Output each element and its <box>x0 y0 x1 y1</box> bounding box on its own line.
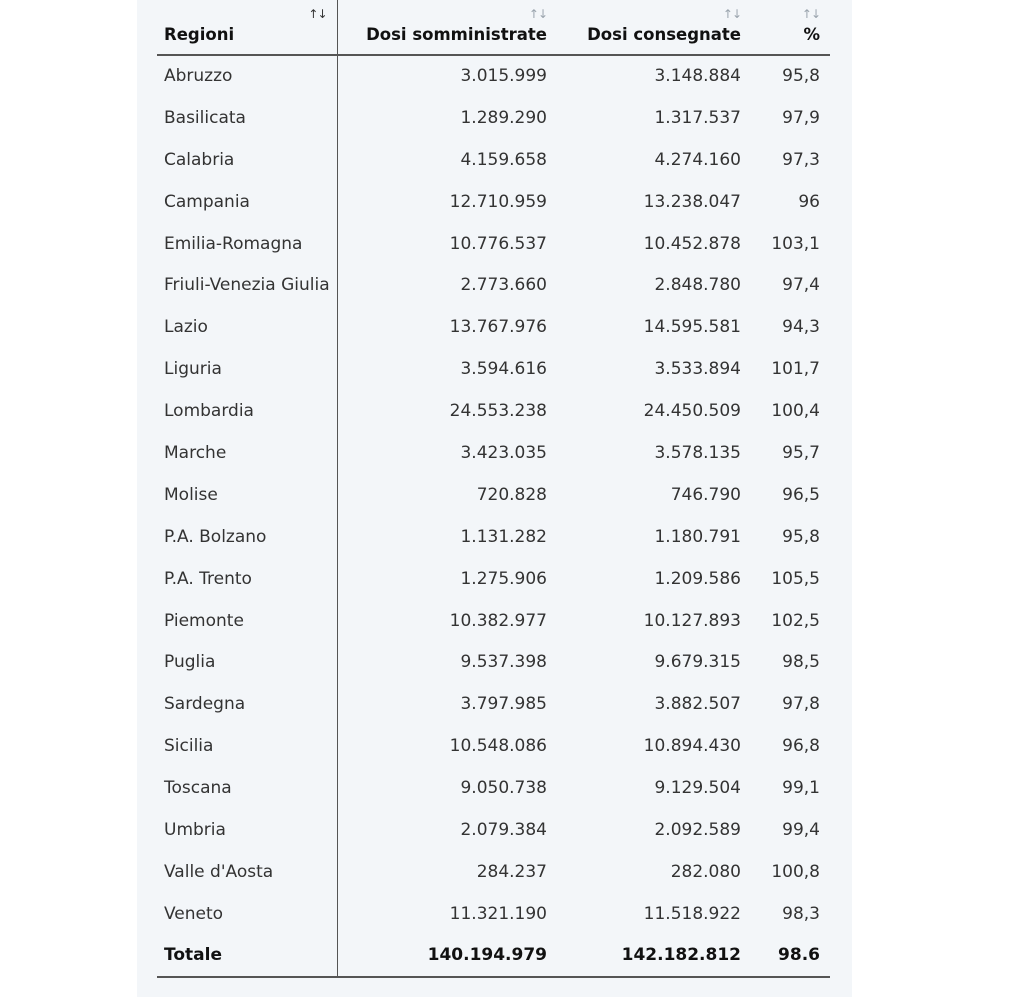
doses-delivered-cell: 2.092.589 <box>654 819 741 840</box>
doses-administered-cell: 10.382.977 <box>449 610 547 631</box>
column-header-dosi-consegnate[interactable] <box>557 0 751 55</box>
doses-delivered-cell: 3.882.507 <box>654 694 741 715</box>
region-name-cell: Molise <box>157 474 337 516</box>
table-row <box>157 600 830 642</box>
doses-administered-cell: 3.015.999 <box>460 66 547 87</box>
table-row <box>157 683 830 725</box>
doses-administered-cell: 2.079.384 <box>460 819 547 840</box>
region-name-cell: Sicilia <box>157 725 337 767</box>
doses-administered-cell: 10.548.086 <box>449 736 547 757</box>
percent-cell: 96 <box>798 191 820 212</box>
table-row <box>157 474 830 516</box>
sort-icon[interactable]: ↑↓ <box>722 7 741 21</box>
percent-cell: 97,9 <box>782 107 820 128</box>
table-row <box>157 432 830 474</box>
doses-delivered-cell: 24.450.509 <box>643 401 741 422</box>
table-row <box>157 390 830 432</box>
percent-cell: 97,4 <box>782 275 820 296</box>
region-name-cell: Toscana <box>157 767 337 809</box>
doses-administered-cell: 3.797.985 <box>460 694 547 715</box>
region-name-cell: Liguria <box>157 348 337 390</box>
total-value-cell: 98.6 <box>751 935 830 977</box>
table-header-row <box>157 0 830 55</box>
region-name-cell: P.A. Trento <box>157 558 337 600</box>
doses-delivered-cell: 9.129.504 <box>654 778 741 799</box>
table-row <box>157 641 830 683</box>
table-row <box>157 223 830 265</box>
doses-delivered-cell: 4.274.160 <box>654 149 741 170</box>
doses-administered-cell: 3.423.035 <box>460 442 547 463</box>
doses-administered-cell: 4.159.658 <box>460 149 547 170</box>
percent-cell: 99,1 <box>782 778 820 799</box>
percent-cell: 99,4 <box>782 819 820 840</box>
doses-delivered-cell: 282.080 <box>670 861 741 882</box>
percent-cell: 98,3 <box>782 903 820 924</box>
column-header-label: Regioni <box>164 25 235 44</box>
table-row <box>157 264 830 306</box>
doses-administered-cell: 9.050.738 <box>460 778 547 799</box>
region-name-cell: Emilia-Romagna <box>157 223 337 265</box>
region-name-cell: Marche <box>157 432 337 474</box>
doses-delivered-cell: 3.533.894 <box>654 359 741 380</box>
doses-administered-cell: 284.237 <box>476 861 547 882</box>
doses-administered-cell: 11.321.190 <box>449 903 547 924</box>
region-name-cell: Sardegna <box>157 683 337 725</box>
doses-delivered-cell: 9.679.315 <box>654 652 741 673</box>
doses-delivered-cell: 1.317.537 <box>654 107 741 128</box>
table-row <box>157 893 830 935</box>
region-name-cell: Lombardia <box>157 390 337 432</box>
doses-administered-cell: 10.776.537 <box>449 233 547 254</box>
sort-icon[interactable]: ↑↓ <box>801 7 820 21</box>
percent-cell: 105,5 <box>771 568 820 589</box>
vaccine-doses-table <box>157 0 830 978</box>
column-header-label: Dosi consegnate <box>587 25 741 44</box>
doses-delivered-cell: 10.894.430 <box>643 736 741 757</box>
table-panel <box>137 0 852 997</box>
doses-delivered-cell: 2.848.780 <box>654 275 741 296</box>
doses-administered-cell: 2.773.660 <box>460 275 547 296</box>
region-name-cell: Lazio <box>157 306 337 348</box>
region-name-cell: Basilicata <box>157 97 337 139</box>
region-name-cell: Puglia <box>157 641 337 683</box>
percent-cell: 103,1 <box>771 233 820 254</box>
percent-cell: 95,8 <box>782 66 820 87</box>
column-header-label: % <box>803 25 820 44</box>
doses-delivered-cell: 746.790 <box>670 484 741 505</box>
doses-administered-cell: 9.537.398 <box>460 652 547 673</box>
percent-cell: 94,3 <box>782 317 820 338</box>
percent-cell: 101,7 <box>771 359 820 380</box>
percent-cell: 96,5 <box>782 484 820 505</box>
column-header-dosi-somministrate[interactable] <box>337 0 557 55</box>
region-name-cell: Abruzzo <box>157 55 337 97</box>
table-row <box>157 725 830 767</box>
table-total-row <box>157 935 830 977</box>
doses-administered-cell: 12.710.959 <box>449 191 547 212</box>
doses-administered-cell: 24.553.238 <box>449 401 547 422</box>
doses-delivered-cell: 11.518.922 <box>643 903 741 924</box>
table-row <box>157 181 830 223</box>
percent-cell: 100,8 <box>771 861 820 882</box>
region-name-cell: Friuli-Venezia Giulia <box>157 264 337 306</box>
percent-cell: 95,7 <box>782 442 820 463</box>
percent-cell: 96,8 <box>782 736 820 757</box>
doses-delivered-cell: 1.180.791 <box>654 526 741 547</box>
table-row <box>157 851 830 893</box>
table-row <box>157 558 830 600</box>
column-header-percent[interactable] <box>751 0 830 55</box>
doses-administered-cell: 3.594.616 <box>460 359 547 380</box>
region-name-cell: Piemonte <box>157 600 337 642</box>
sort-icon[interactable]: ↑↓ <box>528 7 547 21</box>
percent-cell: 98,5 <box>782 652 820 673</box>
table-row <box>157 139 830 181</box>
doses-delivered-cell: 10.452.878 <box>643 233 741 254</box>
doses-administered-cell: 1.275.906 <box>460 568 547 589</box>
doses-administered-cell: 1.131.282 <box>460 526 547 547</box>
table-row <box>157 516 830 558</box>
doses-delivered-cell: 14.595.581 <box>643 317 741 338</box>
table-row <box>157 767 830 809</box>
doses-delivered-cell: 1.209.586 <box>654 568 741 589</box>
percent-cell: 100,4 <box>771 401 820 422</box>
region-name-cell: Valle d'Aosta <box>157 851 337 893</box>
table-row <box>157 97 830 139</box>
total-label-cell: Totale <box>157 935 337 977</box>
table-row <box>157 348 830 390</box>
table-row <box>157 306 830 348</box>
doses-delivered-cell: 3.578.135 <box>654 442 741 463</box>
total-value-cell: 142.182.812 <box>557 935 751 977</box>
doses-administered-cell: 1.289.290 <box>460 107 547 128</box>
region-name-cell: Umbria <box>157 809 337 851</box>
doses-delivered-cell: 10.127.893 <box>643 610 741 631</box>
region-name-cell: P.A. Bolzano <box>157 516 337 558</box>
table-row <box>157 55 830 97</box>
percent-cell: 97,8 <box>782 694 820 715</box>
column-header-label: Dosi somministrate <box>366 25 547 44</box>
percent-cell: 95,8 <box>782 526 820 547</box>
region-name-cell: Veneto <box>157 893 337 935</box>
sort-icon[interactable]: ↑↓ <box>308 7 327 21</box>
total-value-cell: 140.194.979 <box>337 935 557 977</box>
doses-administered-cell: 720.828 <box>476 484 547 505</box>
region-name-cell: Calabria <box>157 139 337 181</box>
doses-delivered-cell: 13.238.047 <box>643 191 741 212</box>
percent-cell: 97,3 <box>782 149 820 170</box>
column-header-regioni[interactable] <box>157 0 337 55</box>
doses-administered-cell: 13.767.976 <box>449 317 547 338</box>
region-name-cell: Campania <box>157 181 337 223</box>
percent-cell: 102,5 <box>771 610 820 631</box>
doses-delivered-cell: 3.148.884 <box>654 66 741 87</box>
table-row <box>157 809 830 851</box>
